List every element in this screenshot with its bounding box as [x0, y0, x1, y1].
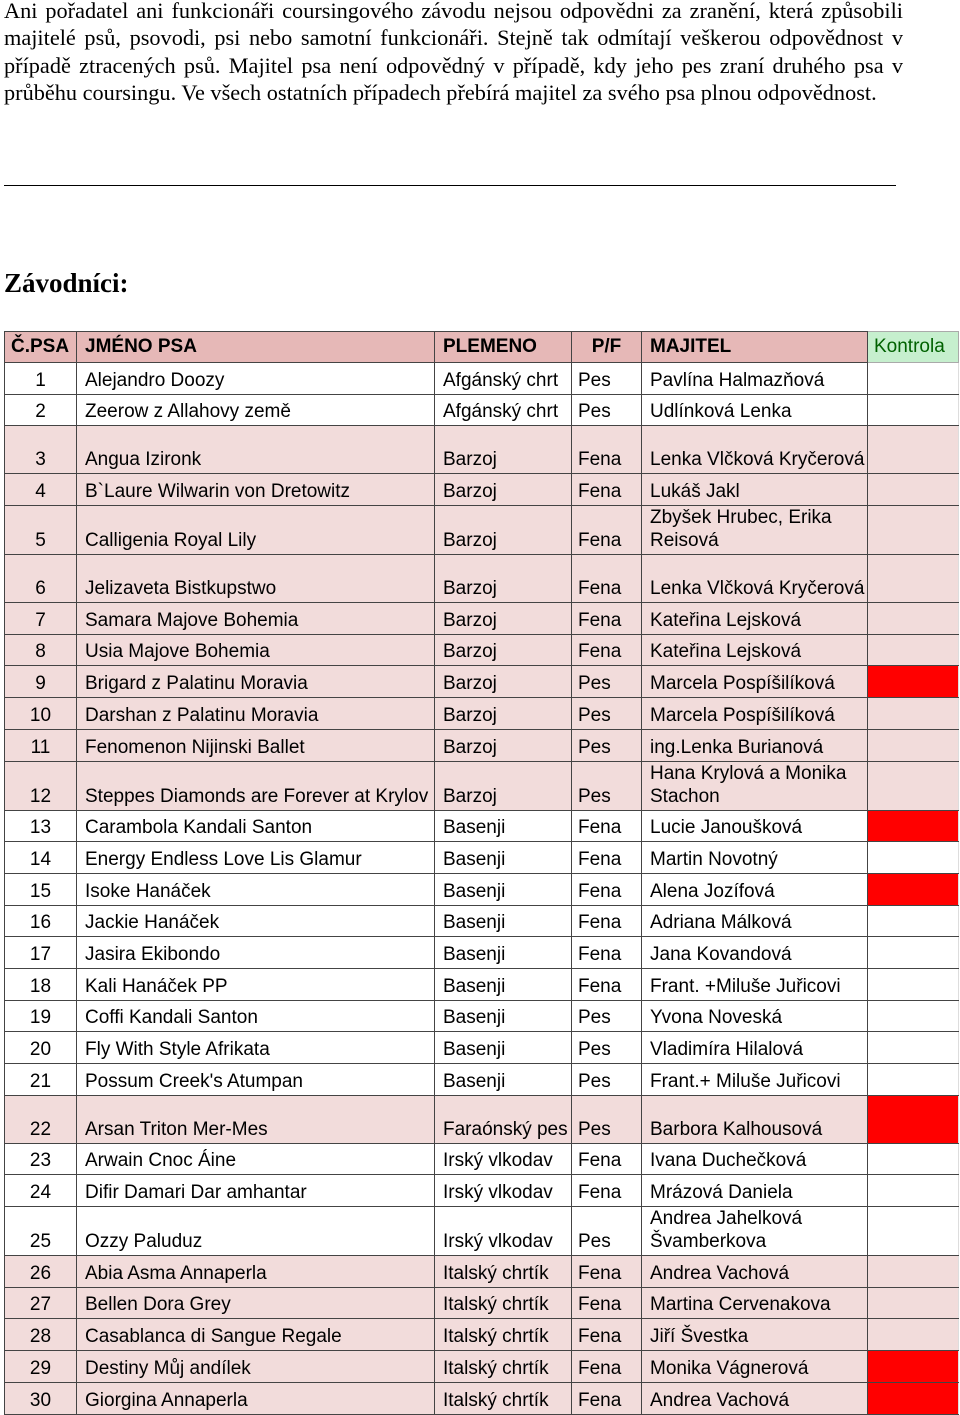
owner: Lenka Vlčková Kryčerová [642, 555, 868, 603]
owner: Marcela Pospíšilíková [642, 666, 868, 698]
dog-name: Ozzy Paluduz [77, 1207, 435, 1256]
sex: Pes [572, 363, 642, 395]
breed: Italský chrtík [435, 1382, 572, 1414]
table-row [5, 394, 959, 426]
table-row [5, 842, 959, 874]
table-row [5, 666, 959, 698]
table-row [5, 603, 959, 635]
table-row [5, 506, 959, 555]
owner: Mrázová Daniela [642, 1175, 868, 1207]
breed: Basenji [435, 937, 572, 969]
check-cell [868, 698, 959, 730]
divider-line [4, 185, 896, 186]
row-number: 20 [5, 1032, 77, 1064]
check-cell [868, 1207, 959, 1256]
sex: Fena [572, 905, 642, 937]
check-cell [868, 506, 959, 555]
dog-name: Darshan z Palatinu Moravia [77, 698, 435, 730]
sex: Fena [572, 1175, 642, 1207]
owner: Barbora Kalhousová [642, 1095, 868, 1143]
dog-name: Fly With Style Afrikata [77, 1032, 435, 1064]
dog-name: Jasira Ekibondo [77, 937, 435, 969]
owner: Martin Novotný [642, 842, 868, 874]
check-cell [868, 363, 959, 395]
breed: Barzoj [435, 698, 572, 730]
dog-name: Arwain Cnoc Áine [77, 1143, 435, 1175]
row-number: 11 [5, 729, 77, 761]
dog-name: Steppes Diamonds are Forever at Krylov [77, 761, 435, 810]
header-number: Č.PSA [5, 332, 77, 363]
owner: Lenka Vlčková Kryčerová [642, 426, 868, 474]
dog-name: Brigard z Palatinu Moravia [77, 666, 435, 698]
row-number: 4 [5, 474, 77, 506]
breed: Barzoj [435, 761, 572, 810]
breed: Faraónský pes [435, 1095, 572, 1143]
sex: Fena [572, 1256, 642, 1288]
owner: Jiří Švestka [642, 1319, 868, 1351]
row-number: 10 [5, 698, 77, 730]
check-cell-flagged [868, 873, 959, 905]
table-row [5, 426, 959, 474]
table-row [5, 555, 959, 603]
dog-name: Jelizaveta Bistkupstwo [77, 555, 435, 603]
row-number: 13 [5, 810, 77, 842]
dog-name: Samara Majove Bohemia [77, 603, 435, 635]
row-number: 2 [5, 394, 77, 426]
table-row [5, 1382, 959, 1414]
row-number: 17 [5, 937, 77, 969]
breed: Barzoj [435, 634, 572, 666]
breed: Irský vlkodav [435, 1207, 572, 1256]
row-number: 23 [5, 1143, 77, 1175]
dog-name: B`Laure Wilwarin von Dretowitz [77, 474, 435, 506]
owner: Pavlína Halmazňová [642, 363, 868, 395]
owner: ing.Lenka Burianová [642, 729, 868, 761]
dog-name: Calligenia Royal Lily [77, 506, 435, 555]
header-check: Kontrola [868, 332, 959, 363]
sex: Pes [572, 729, 642, 761]
dog-name: Energy Endless Love Lis Glamur [77, 842, 435, 874]
header-dog-name: JMÉNO PSA [77, 332, 435, 363]
check-cell [868, 634, 959, 666]
sex: Fena [572, 506, 642, 555]
table-row [5, 1095, 959, 1143]
check-cell-flagged [868, 810, 959, 842]
table-row [5, 1000, 959, 1032]
breed: Afgánský chrt [435, 363, 572, 395]
row-number: 26 [5, 1256, 77, 1288]
table-row [5, 1143, 959, 1175]
check-cell [868, 1143, 959, 1175]
owner: Adriana Málková [642, 905, 868, 937]
check-cell-flagged [868, 1351, 959, 1383]
breed: Basenji [435, 810, 572, 842]
check-cell [868, 603, 959, 635]
sex: Pes [572, 698, 642, 730]
check-cell [868, 426, 959, 474]
row-number: 24 [5, 1175, 77, 1207]
dog-name: Fenomenon Nijinski Ballet [77, 729, 435, 761]
table-row [5, 937, 959, 969]
breed: Basenji [435, 905, 572, 937]
breed: Barzoj [435, 426, 572, 474]
table-row [5, 1032, 959, 1064]
owner: Jana Kovandová [642, 937, 868, 969]
owner: Yvona Noveská [642, 1000, 868, 1032]
sex: Pes [572, 394, 642, 426]
dog-name: Casablanca di Sangue Regale [77, 1319, 435, 1351]
breed: Basenji [435, 968, 572, 1000]
table-row [5, 474, 959, 506]
sex: Fena [572, 555, 642, 603]
dog-name: Difir Damari Dar amhantar [77, 1175, 435, 1207]
table-row [5, 363, 959, 395]
check-cell [868, 1319, 959, 1351]
row-number: 6 [5, 555, 77, 603]
table-row [5, 1319, 959, 1351]
dog-name: Giorgina Annaperla [77, 1382, 435, 1414]
sex: Fena [572, 810, 642, 842]
breed: Afgánský chrt [435, 394, 572, 426]
dog-name: Abia Asma Annaperla [77, 1256, 435, 1288]
table-row [5, 1256, 959, 1288]
row-number: 9 [5, 666, 77, 698]
sex: Fena [572, 426, 642, 474]
check-cell [868, 1000, 959, 1032]
check-cell [868, 1175, 959, 1207]
owner: Ivana Duchečková [642, 1143, 868, 1175]
sex: Pes [572, 1064, 642, 1096]
table-row [5, 1351, 959, 1383]
row-number: 18 [5, 968, 77, 1000]
breed: Italský chrtík [435, 1256, 572, 1288]
breed: Basenji [435, 842, 572, 874]
dog-name: Arsan Triton Mer-Mes [77, 1095, 435, 1143]
sex: Fena [572, 1319, 642, 1351]
row-number: 22 [5, 1095, 77, 1143]
dog-name: Coffi Kandali Santon [77, 1000, 435, 1032]
table-header-row [5, 332, 959, 363]
sex: Fena [572, 1351, 642, 1383]
check-cell [868, 555, 959, 603]
breed: Irský vlkodav [435, 1143, 572, 1175]
check-cell [868, 474, 959, 506]
row-number: 30 [5, 1382, 77, 1414]
row-number: 19 [5, 1000, 77, 1032]
sex: Fena [572, 842, 642, 874]
owner: Andrea Vachová [642, 1256, 868, 1288]
check-cell [868, 937, 959, 969]
dog-name: Zeerow z Allahovy země [77, 394, 435, 426]
table-row [5, 634, 959, 666]
sex: Pes [572, 1207, 642, 1256]
disclaimer-paragraph: Ani pořadatel ani funkcionáři coursingového závodu nejsou odpovědni za zranění, která způsobili majitelé psů, psovodi, psi nebo samotní funkcionáři. Stejně tak odmítají veškerou odpovědnost v případě ztracených psů. Majitel psa není odpovědný v případě, kdy jeho pes zraní druhého psa v průběhu coursingu. Ve všech ostatních případech přebírá majitel za svého psa plnou odpovědnost. [4, 0, 903, 105]
row-number: 3 [5, 426, 77, 474]
sex: Fena [572, 1287, 642, 1319]
check-cell [868, 1287, 959, 1319]
row-number: 28 [5, 1319, 77, 1351]
breed: Barzoj [435, 729, 572, 761]
check-cell [868, 1032, 959, 1064]
check-cell-flagged [868, 1382, 959, 1414]
sex: Fena [572, 873, 642, 905]
sex: Fena [572, 474, 642, 506]
check-cell [868, 394, 959, 426]
dog-name: Angua Izironk [77, 426, 435, 474]
owner: Vladimíra Hilalová [642, 1032, 868, 1064]
row-number: 8 [5, 634, 77, 666]
breed: Basenji [435, 1064, 572, 1096]
breed: Irský vlkodav [435, 1175, 572, 1207]
owner: Monika Vágnerová [642, 1351, 868, 1383]
row-number: 14 [5, 842, 77, 874]
row-number: 5 [5, 506, 77, 555]
sex: Pes [572, 666, 642, 698]
row-number: 1 [5, 363, 77, 395]
owner: Marcela Pospíšilíková [642, 698, 868, 730]
check-cell [868, 842, 959, 874]
row-number: 12 [5, 761, 77, 810]
breed: Italský chrtík [435, 1287, 572, 1319]
sex: Fena [572, 1143, 642, 1175]
row-number: 15 [5, 873, 77, 905]
owner: Alena Jozífová [642, 873, 868, 905]
check-cell [868, 761, 959, 810]
sex: Pes [572, 761, 642, 810]
dog-name: Jackie Hanáček [77, 905, 435, 937]
check-cell [868, 1064, 959, 1096]
owner: Zbyšek Hrubec, Erika Reisová [642, 506, 868, 555]
owner: Andrea Vachová [642, 1382, 868, 1414]
breed: Basenji [435, 1000, 572, 1032]
check-cell [868, 729, 959, 761]
breed: Barzoj [435, 666, 572, 698]
owner: Lucie Janoušková [642, 810, 868, 842]
competitors-table [4, 331, 959, 1415]
breed: Basenji [435, 1032, 572, 1064]
table-row [5, 729, 959, 761]
breed: Barzoj [435, 555, 572, 603]
header-owner: MAJITEL [642, 332, 868, 363]
dog-name: Destiny Můj andílek [77, 1351, 435, 1383]
header-breed: PLEMENO [435, 332, 572, 363]
header-sex: P/F [572, 332, 642, 363]
dog-name: Possum Creek's Atumpan [77, 1064, 435, 1096]
sex: Pes [572, 1000, 642, 1032]
breed: Italský chrtík [435, 1351, 572, 1383]
check-cell-flagged [868, 666, 959, 698]
owner: Hana Krylová a Monika Stachon [642, 761, 868, 810]
sex: Fena [572, 968, 642, 1000]
table-row [5, 761, 959, 810]
owner: Kateřina Lejsková [642, 603, 868, 635]
row-number: 16 [5, 905, 77, 937]
sex: Fena [572, 634, 642, 666]
dog-name: Kali Hanáček PP [77, 968, 435, 1000]
row-number: 25 [5, 1207, 77, 1256]
table-row [5, 1175, 959, 1207]
section-heading: Závodníci: [4, 268, 129, 298]
sex: Pes [572, 1032, 642, 1064]
sex: Fena [572, 1382, 642, 1414]
breed: Barzoj [435, 603, 572, 635]
row-number: 29 [5, 1351, 77, 1383]
owner: Frant. +Miluše Juřicovi [642, 968, 868, 1000]
sex: Fena [572, 937, 642, 969]
table-row [5, 1287, 959, 1319]
table-row [5, 968, 959, 1000]
row-number: 7 [5, 603, 77, 635]
check-cell-flagged [868, 1095, 959, 1143]
check-cell [868, 1256, 959, 1288]
table-row [5, 698, 959, 730]
check-cell [868, 905, 959, 937]
owner: Frant.+ Miluše Juřicovi [642, 1064, 868, 1096]
owner: Kateřina Lejsková [642, 634, 868, 666]
dog-name: Carambola Kandali Santon [77, 810, 435, 842]
breed: Italský chrtík [435, 1319, 572, 1351]
dog-name: Bellen Dora Grey [77, 1287, 435, 1319]
sex: Pes [572, 1095, 642, 1143]
breed: Basenji [435, 873, 572, 905]
table-row [5, 1064, 959, 1096]
table-row [5, 810, 959, 842]
row-number: 27 [5, 1287, 77, 1319]
table-row [5, 873, 959, 905]
sex: Fena [572, 603, 642, 635]
table-row [5, 905, 959, 937]
dog-name: Alejandro Doozy [77, 363, 435, 395]
owner: Udlínková Lenka [642, 394, 868, 426]
row-number: 21 [5, 1064, 77, 1096]
dog-name: Usia Majove Bohemia [77, 634, 435, 666]
table-row [5, 1207, 959, 1256]
owner: Lukáš Jakl [642, 474, 868, 506]
check-cell [868, 968, 959, 1000]
owner: Martina Cervenakova [642, 1287, 868, 1319]
breed: Barzoj [435, 474, 572, 506]
breed: Barzoj [435, 506, 572, 555]
owner: Andrea Jahelková Švamberkova [642, 1207, 868, 1256]
dog-name: Isoke Hanáček [77, 873, 435, 905]
